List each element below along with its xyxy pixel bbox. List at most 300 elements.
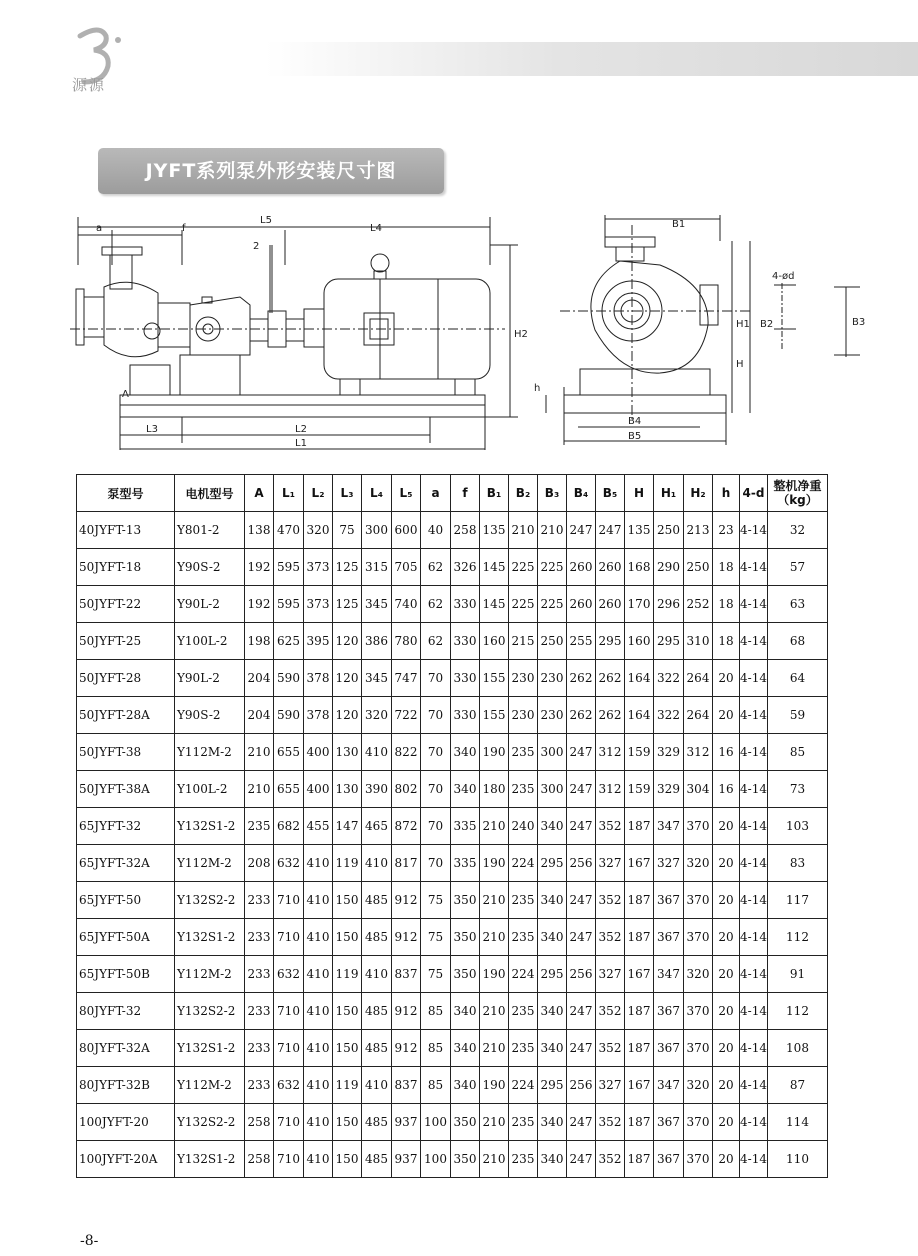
- label-L5: L5: [260, 215, 272, 226]
- pump-model-cell: 50JYFT-28: [77, 660, 175, 697]
- table-cell: 410: [304, 1141, 333, 1178]
- table-cell: 937: [392, 1104, 421, 1141]
- column-header: B₂: [509, 475, 538, 512]
- table-cell: 247: [567, 919, 596, 956]
- table-cell: 373: [304, 586, 333, 623]
- table-cell: 210: [480, 1141, 509, 1178]
- table-cell: 378: [304, 660, 333, 697]
- table-cell: 190: [480, 956, 509, 993]
- installation-dimension-drawing: [60, 205, 890, 455]
- column-header: 4-d: [740, 475, 768, 512]
- table-cell: 247: [567, 512, 596, 549]
- motor-model-cell: Y90L-2: [175, 586, 245, 623]
- table-cell: 710: [274, 1104, 304, 1141]
- motor-model-cell: Y112M-2: [175, 1067, 245, 1104]
- table-cell: 187: [625, 1030, 654, 1067]
- table-cell: 230: [538, 697, 567, 734]
- pump-model-cell: 65JYFT-32: [77, 808, 175, 845]
- table-cell: 340: [451, 771, 480, 808]
- table-cell: 410: [304, 993, 333, 1030]
- table-cell: 912: [392, 1030, 421, 1067]
- table-cell: 485: [362, 1141, 392, 1178]
- table-cell: 187: [625, 882, 654, 919]
- table-cell: 322: [654, 697, 684, 734]
- table-cell: 18: [713, 586, 740, 623]
- table-cell: 18: [713, 623, 740, 660]
- table-cell: 710: [274, 993, 304, 1030]
- table-cell: 345: [362, 586, 392, 623]
- table-cell: 70: [421, 660, 451, 697]
- table-cell: 310: [684, 623, 713, 660]
- table-cell: 258: [451, 512, 480, 549]
- table-cell: 4-14: [740, 1067, 768, 1104]
- table-cell: 350: [451, 1141, 480, 1178]
- table-cell: 213: [684, 512, 713, 549]
- table-cell: 350: [451, 956, 480, 993]
- table-cell: 210: [480, 882, 509, 919]
- table-cell: 340: [451, 993, 480, 1030]
- table-cell: 262: [596, 697, 625, 734]
- table-cell: 912: [392, 882, 421, 919]
- table-cell: 247: [567, 993, 596, 1030]
- table-cell: 225: [509, 586, 538, 623]
- table-cell: 20: [713, 697, 740, 734]
- table-cell: 300: [362, 512, 392, 549]
- table-cell: 70: [421, 697, 451, 734]
- table-cell: 147: [333, 808, 362, 845]
- motor-model-cell: Y112M-2: [175, 956, 245, 993]
- table-cell: 262: [567, 697, 596, 734]
- table-cell: 70: [421, 808, 451, 845]
- table-cell: 73: [768, 771, 828, 808]
- table-cell: 247: [567, 1104, 596, 1141]
- table-cell: 367: [654, 1141, 684, 1178]
- table-row: [77, 734, 828, 771]
- table-cell: 210: [480, 1030, 509, 1067]
- table-cell: 250: [654, 512, 684, 549]
- table-cell: 4-14: [740, 1141, 768, 1178]
- table-row: [77, 697, 828, 734]
- table-header: [77, 475, 828, 512]
- pump-front-view: [546, 215, 860, 445]
- table-cell: 235: [509, 1030, 538, 1067]
- table-cell: 235: [509, 771, 538, 808]
- column-header: L₄: [362, 475, 392, 512]
- column-header: L₁: [274, 475, 304, 512]
- table-cell: 625: [274, 623, 304, 660]
- table-cell: 187: [625, 993, 654, 1030]
- table-cell: 224: [509, 845, 538, 882]
- table-cell: 352: [596, 919, 625, 956]
- column-header: H₂: [684, 475, 713, 512]
- label-L2: L2: [295, 424, 307, 435]
- table-cell: 410: [304, 1030, 333, 1067]
- table-cell: 4-14: [740, 623, 768, 660]
- table-row: [77, 845, 828, 882]
- table-cell: 322: [654, 660, 684, 697]
- pump-model-cell: 65JYFT-50B: [77, 956, 175, 993]
- table-cell: 192: [245, 586, 274, 623]
- table-cell: 235: [509, 1141, 538, 1178]
- table-cell: 18: [713, 549, 740, 586]
- label-a: a: [96, 223, 103, 234]
- table-cell: 210: [480, 808, 509, 845]
- table-cell: 4-14: [740, 586, 768, 623]
- column-header: a: [421, 475, 451, 512]
- table-cell: 340: [538, 1104, 567, 1141]
- table-cell: 233: [245, 993, 274, 1030]
- table-cell: 130: [333, 771, 362, 808]
- table-cell: 250: [538, 623, 567, 660]
- table-cell: 327: [654, 845, 684, 882]
- table-cell: 83: [768, 845, 828, 882]
- table-cell: 119: [333, 956, 362, 993]
- table-cell: 110: [768, 1141, 828, 1178]
- table-cell: 160: [480, 623, 509, 660]
- table-row: [77, 549, 828, 586]
- table-cell: 135: [625, 512, 654, 549]
- pump-model-cell: 65JYFT-50A: [77, 919, 175, 956]
- table-cell: 335: [451, 845, 480, 882]
- table-cell: 103: [768, 808, 828, 845]
- label-L1: L1: [295, 438, 307, 449]
- table-row: [77, 586, 828, 623]
- table-row: [77, 993, 828, 1030]
- table-cell: 85: [421, 1030, 451, 1067]
- table-cell: 335: [451, 808, 480, 845]
- table-cell: 225: [538, 586, 567, 623]
- table-row: [77, 771, 828, 808]
- table-cell: 455: [304, 808, 333, 845]
- label-hole-4d: 4-ød: [772, 271, 795, 282]
- table-cell: 215: [509, 623, 538, 660]
- table-cell: 150: [333, 993, 362, 1030]
- table-cell: 4-14: [740, 697, 768, 734]
- table-cell: 135: [480, 512, 509, 549]
- table-cell: 108: [768, 1030, 828, 1067]
- table-cell: 937: [392, 1141, 421, 1178]
- table-cell: 350: [451, 919, 480, 956]
- table-cell: 20: [713, 956, 740, 993]
- table-cell: 4-14: [740, 956, 768, 993]
- table-cell: 20: [713, 993, 740, 1030]
- table-cell: 235: [509, 1104, 538, 1141]
- table-cell: 370: [684, 993, 713, 1030]
- table-cell: 20: [713, 845, 740, 882]
- table-cell: 340: [451, 1067, 480, 1104]
- table-cell: 180: [480, 771, 509, 808]
- table-cell: 119: [333, 845, 362, 882]
- table-cell: 120: [333, 697, 362, 734]
- front-view-labels: [534, 219, 865, 442]
- table-cell: 32: [768, 512, 828, 549]
- table-cell: 340: [538, 1030, 567, 1067]
- table-cell: 340: [451, 1030, 480, 1067]
- table-cell: 114: [768, 1104, 828, 1141]
- table-cell: 370: [684, 1141, 713, 1178]
- table-cell: 187: [625, 1141, 654, 1178]
- table-cell: 367: [654, 882, 684, 919]
- table-cell: 62: [421, 623, 451, 660]
- label-L4: L4: [370, 223, 382, 234]
- motor-model-cell: Y132S1-2: [175, 1141, 245, 1178]
- pump-model-cell: 65JYFT-50: [77, 882, 175, 919]
- table-cell: 655: [274, 734, 304, 771]
- table-cell: 340: [538, 919, 567, 956]
- table-cell: 204: [245, 697, 274, 734]
- table-cell: 410: [362, 845, 392, 882]
- table-cell: 260: [596, 586, 625, 623]
- table-cell: 224: [509, 1067, 538, 1104]
- table-cell: 210: [480, 1104, 509, 1141]
- table-cell: 85: [421, 993, 451, 1030]
- label-L3: L3: [146, 424, 158, 435]
- column-header: h: [713, 475, 740, 512]
- table-cell: 125: [333, 586, 362, 623]
- label-B1: B1: [672, 219, 686, 230]
- table-cell: 247: [567, 771, 596, 808]
- pump-side-view: [70, 217, 518, 450]
- table-cell: 386: [362, 623, 392, 660]
- table-cell: 4-14: [740, 882, 768, 919]
- table-cell: 247: [567, 734, 596, 771]
- table-cell: 410: [304, 845, 333, 882]
- column-header: f: [451, 475, 480, 512]
- table-cell: 20: [713, 1067, 740, 1104]
- motor-model-cell: Y132S1-2: [175, 919, 245, 956]
- table-cell: 125: [333, 549, 362, 586]
- table-cell: 59: [768, 697, 828, 734]
- table-cell: 740: [392, 586, 421, 623]
- table-cell: 872: [392, 808, 421, 845]
- table-cell: 190: [480, 734, 509, 771]
- table-cell: 120: [333, 660, 362, 697]
- label-h: h: [534, 383, 541, 394]
- table-cell: 255: [567, 623, 596, 660]
- pump-model-cell: 65JYFT-32A: [77, 845, 175, 882]
- table-cell: 485: [362, 919, 392, 956]
- column-header: B₃: [538, 475, 567, 512]
- table-cell: 190: [480, 845, 509, 882]
- table-cell: 722: [392, 697, 421, 734]
- pump-model-cell: 80JYFT-32: [77, 993, 175, 1030]
- header-band: [265, 42, 918, 76]
- table-cell: 75: [421, 956, 451, 993]
- column-header: H₁: [654, 475, 684, 512]
- table-cell: 320: [304, 512, 333, 549]
- table-cell: 595: [274, 549, 304, 586]
- table-row: [77, 623, 828, 660]
- table-cell: 260: [596, 549, 625, 586]
- table-cell: 210: [480, 993, 509, 1030]
- table-cell: 4-14: [740, 512, 768, 549]
- table-cell: 264: [684, 660, 713, 697]
- table-cell: 20: [713, 919, 740, 956]
- table-row: [77, 1104, 828, 1141]
- table-cell: 4-14: [740, 1104, 768, 1141]
- table-cell: 300: [538, 734, 567, 771]
- dimension-table: [76, 474, 828, 1178]
- table-cell: 465: [362, 808, 392, 845]
- table-cell: 780: [392, 623, 421, 660]
- table-cell: 247: [596, 512, 625, 549]
- table-cell: 159: [625, 734, 654, 771]
- label-B5: B5: [628, 431, 642, 442]
- table-cell: 912: [392, 993, 421, 1030]
- table-cell: 208: [245, 845, 274, 882]
- table-cell: 410: [304, 882, 333, 919]
- motor-model-cell: Y90S-2: [175, 697, 245, 734]
- table-cell: 155: [480, 660, 509, 697]
- table-cell: 100: [421, 1141, 451, 1178]
- table-cell: 632: [274, 1067, 304, 1104]
- motor-model-cell: Y132S1-2: [175, 808, 245, 845]
- section-title: JYFT系列泵外形安装尺寸图: [145, 160, 397, 182]
- side-view-labels: [96, 215, 528, 449]
- table-cell: 75: [421, 919, 451, 956]
- table-cell: 233: [245, 919, 274, 956]
- table-cell: 250: [684, 549, 713, 586]
- table-cell: 247: [567, 808, 596, 845]
- pump-model-cell: 50JYFT-38A: [77, 771, 175, 808]
- table-cell: 410: [304, 919, 333, 956]
- table-cell: 233: [245, 956, 274, 993]
- table-cell: 320: [362, 697, 392, 734]
- label-H2: H2: [514, 329, 528, 340]
- table-cell: 327: [596, 845, 625, 882]
- table-cell: 312: [596, 771, 625, 808]
- table-cell: 70: [421, 845, 451, 882]
- table-cell: 837: [392, 1067, 421, 1104]
- column-header: B₁: [480, 475, 509, 512]
- table-cell: 91: [768, 956, 828, 993]
- motor-model-cell: Y801-2: [175, 512, 245, 549]
- page-number: -8-: [80, 1233, 99, 1249]
- table-cell: 210: [245, 734, 274, 771]
- column-header: B₄: [567, 475, 596, 512]
- column-header: A: [245, 475, 274, 512]
- table-cell: 235: [509, 993, 538, 1030]
- table-cell: 225: [509, 549, 538, 586]
- table-cell: 295: [538, 845, 567, 882]
- table-cell: 370: [684, 919, 713, 956]
- pump-model-cell: 40JYFT-13: [77, 512, 175, 549]
- table-cell: 256: [567, 845, 596, 882]
- table-cell: 210: [538, 512, 567, 549]
- brand-logo-text: 源源: [72, 76, 107, 94]
- table-cell: 117: [768, 882, 828, 919]
- motor-model-cell: Y132S2-2: [175, 993, 245, 1030]
- table-cell: 164: [625, 697, 654, 734]
- table-cell: 75: [421, 882, 451, 919]
- table-cell: 367: [654, 1104, 684, 1141]
- table-body: [77, 512, 828, 1178]
- table-cell: 345: [362, 660, 392, 697]
- table-cell: 225: [538, 549, 567, 586]
- table-cell: 682: [274, 808, 304, 845]
- table-cell: 295: [538, 1067, 567, 1104]
- table-cell: 632: [274, 845, 304, 882]
- label-B4: B4: [628, 416, 642, 427]
- table-cell: 190: [480, 1067, 509, 1104]
- table-cell: 192: [245, 549, 274, 586]
- table-cell: 252: [684, 586, 713, 623]
- table-cell: 62: [421, 549, 451, 586]
- table-cell: 590: [274, 660, 304, 697]
- table-cell: 20: [713, 808, 740, 845]
- motor-model-cell: Y90S-2: [175, 549, 245, 586]
- table-cell: 256: [567, 956, 596, 993]
- table-cell: 327: [596, 1067, 625, 1104]
- table-cell: 87: [768, 1067, 828, 1104]
- table-cell: 20: [713, 1030, 740, 1067]
- table-cell: 62: [421, 586, 451, 623]
- table-cell: 4-14: [740, 1030, 768, 1067]
- table-cell: 247: [567, 1141, 596, 1178]
- table-cell: 260: [567, 586, 596, 623]
- table-cell: 260: [567, 549, 596, 586]
- table-cell: 210: [245, 771, 274, 808]
- table-cell: 119: [333, 1067, 362, 1104]
- table-cell: 590: [274, 697, 304, 734]
- table-cell: 352: [596, 993, 625, 1030]
- label-H: H: [736, 359, 744, 370]
- table-row: [77, 808, 828, 845]
- motor-model-cell: Y100L-2: [175, 771, 245, 808]
- table-cell: 367: [654, 993, 684, 1030]
- pump-model-cell: 50JYFT-28A: [77, 697, 175, 734]
- table-cell: 150: [333, 1104, 362, 1141]
- table-cell: 822: [392, 734, 421, 771]
- table-cell: 802: [392, 771, 421, 808]
- table-cell: 230: [509, 697, 538, 734]
- table-cell: 320: [684, 845, 713, 882]
- table-row: [77, 660, 828, 697]
- table-cell: 150: [333, 1030, 362, 1067]
- column-header: L₅: [392, 475, 421, 512]
- table-cell: 329: [654, 771, 684, 808]
- table-cell: 145: [480, 586, 509, 623]
- table-cell: 4-14: [740, 771, 768, 808]
- table-cell: 330: [451, 697, 480, 734]
- table-cell: 235: [509, 882, 538, 919]
- pump-model-cell: 100JYFT-20: [77, 1104, 175, 1141]
- table-cell: 164: [625, 660, 654, 697]
- column-header: 电机型号: [175, 475, 245, 512]
- table-cell: 247: [567, 882, 596, 919]
- table-row: [77, 1067, 828, 1104]
- table-cell: 4-14: [740, 660, 768, 697]
- pump-model-cell: 50JYFT-25: [77, 623, 175, 660]
- column-header: 泵型号: [77, 475, 175, 512]
- table-cell: 235: [245, 808, 274, 845]
- table-cell: 224: [509, 956, 538, 993]
- table-cell: 312: [684, 734, 713, 771]
- motor-model-cell: Y132S1-2: [175, 1030, 245, 1067]
- table-cell: 710: [274, 1030, 304, 1067]
- table-cell: 485: [362, 993, 392, 1030]
- table-cell: 170: [625, 586, 654, 623]
- table-cell: 258: [245, 1104, 274, 1141]
- table-cell: 837: [392, 956, 421, 993]
- table-cell: 470: [274, 512, 304, 549]
- table-cell: 350: [451, 882, 480, 919]
- table-cell: 235: [509, 919, 538, 956]
- table-cell: 112: [768, 919, 828, 956]
- table-cell: 150: [333, 919, 362, 956]
- table-cell: 352: [596, 1104, 625, 1141]
- table-cell: 100: [421, 1104, 451, 1141]
